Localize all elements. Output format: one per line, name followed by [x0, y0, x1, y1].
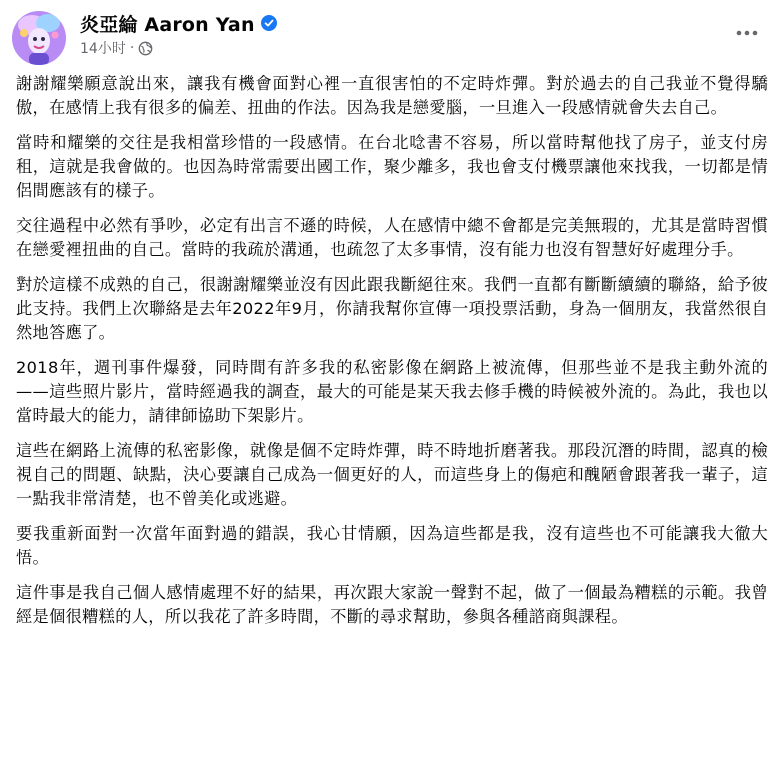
author-name[interactable]: 炎亞綸 Aaron Yan — [80, 13, 255, 36]
post-meta — [80, 38, 153, 58]
author-avatar[interactable] — [12, 11, 66, 65]
post-paragraph: 2018年，週刊事件爆發，同時間有許多我的私密影像在網路上被流傳，但那些並不是我主動外流的——這些照片影片，當時經過我的調查，最大的可能是某天我去修手機的時候被外流的。為此，我也以當時最大的能力，請律師協助下架影片。 — [16, 358, 768, 425]
avatar-illustration-icon — [12, 11, 66, 65]
post-body — [16, 72, 768, 640]
post-paragraph: 這件事是我自己個人感情處理不好的結果，再次跟大家說一聲對不起，做了一個最為糟糕的示範。我曾經是個很糟糕的人，所以我花了許多時間，不斷的尋求幫助，參與各種諮商與課程。 — [16, 583, 768, 626]
post-header — [0, 0, 783, 70]
verified-badge-icon — [261, 15, 277, 31]
post-paragraph: 要我重新面對一次當年面對過的錯誤，我心甘情願，因為這些都是我，沒有這些也不可能讓我大徹大悟。 — [16, 524, 768, 567]
post-paragraph: 這些在網路上流傳的私密影像，就像是個不定時炸彈，時不時地折磨著我。那段沉潛的時間，認真的檢視自己的問題、缺點，決心要讓自己成為一個更好的人，而這些身上的傷疤和醜陋會跟著我一輩子，這一點我非常清楚，也不曾美化或逃避。 — [16, 441, 768, 508]
post-paragraph: 對於這樣不成熟的自己，很謝謝耀樂並沒有因此跟我斷絕往來。我們一直都有斷斷續續的聯絡，給予彼此支持。我們上次聯絡是去年2022年9月，你請我幫你宣傳一項投票活動，身為一個朋友，我當然很自然地答應了。 — [16, 275, 768, 342]
meta-separator: · — [129, 40, 135, 56]
post-paragraph: 當時和耀樂的交往是我相當珍惜的一段感情。在台北唸書不容易，所以當時幫他找了房子，並支付房租，這就是我會做的。也因為時常需要出國工作，聚少離多，我也會支付機票讓他來找我，一切都是情侶間應該有的樣子。 — [16, 133, 768, 200]
more-options-button[interactable] — [733, 22, 761, 44]
globe-icon[interactable] — [138, 41, 153, 56]
post-paragraph: 交往過程中必然有爭吵，必定有出言不遜的時候，人在感情中總不會都是完美無瑕的，尤其是當時習慣在戀愛裡扭曲的自己。當時的我疏於溝通，也疏忽了太多事情，沒有能力也沒有智慧好好處理分手。 — [16, 216, 768, 259]
post-timestamp[interactable]: 14小时 — [80, 41, 126, 57]
post-paragraph: 謝謝耀樂願意說出來，讓我有機會面對心裡一直很害怕的不定時炸彈。對於過去的自己我並不覺得驕傲，在感情上我有很多的偏差、扭曲的作法。因為我是戀愛腦，一旦進入一段感情就會失去自己。 — [16, 74, 768, 117]
author-row — [80, 10, 277, 36]
more-options-icon — [735, 29, 759, 37]
